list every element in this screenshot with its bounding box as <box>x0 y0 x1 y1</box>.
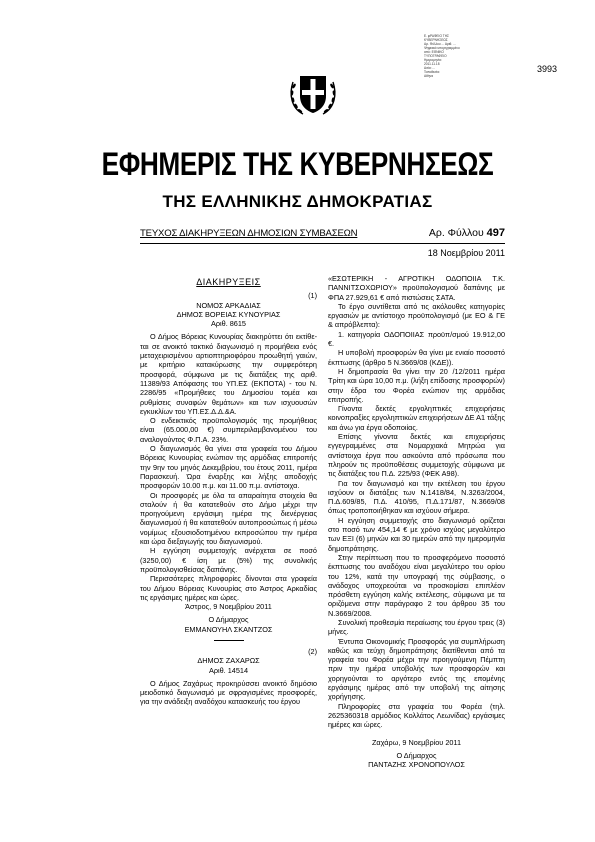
notice-heading: ΔΗΜΟΣ ΒΟΡΕΙΑΣ ΚΥΝΟΥΡΙΑΣ <box>176 309 281 319</box>
paragraph: Για τον διαγωνισμό και την εκτέλεση του έργου ισχύουν οι διατάξεις των Ν.1418/84, Ν.3263/2004, Π.Δ.609/85, Π.Δ. 410/95, Π.Δ.171/87, Ν.3669/08 όπως τροποποιήθηκαν και ισχύουν σήμερα. <box>328 478 505 516</box>
digital-signature-stamp <box>424 34 476 78</box>
stamp-line: Ημερομηνία: <box>424 58 442 62</box>
sheet-number-block <box>429 227 505 239</box>
paragraph: Περισσότερες πληροφορίες δίνονται στα γραφεία του Δήμου Βόρειας Κυνουρίας στο Άστρος Αρκαδίας τις εργάσιμες ημέρες και ώρες. <box>140 574 317 602</box>
stamp-line: 2011.11.18 <box>424 62 440 66</box>
sheet-number: 497 <box>486 227 505 239</box>
paragraph: Στην περίπτωση που το προσφερόμενο ποσοστό έκπτωσης του αναδόχου είναι μεγαλύτερο του ορίου του 12%, κατά την υπογραφή της σύμβασης, ο ανάδοχος υποχρεούται να προσκομίσει επιπλέον πρόσθετη εγγύηση καλής εκτέλεσης, σύμφωνα με τα οριζόμενα στην παράγραφο 2 του άρθρου 35 του Ν.3669/2008. <box>328 552 505 618</box>
paragraph: Οι προσφορές με όλα τα απαραίτητα στοιχεία θα σταλούν ή θα κατατεθούν στο Δήμο μέχρι την προηγούμενη εργάσιμη ημέρα της διενέργειας διαγωνισμού ή θα κατατεθούν αυτοπροσώπως ή μέσω νομίμως εξουσιοδοτημένου εκπροσώπου την ημέρα και ώρα διεξαγωγής του διαγωνισμού. <box>140 490 317 547</box>
sheet-prefix: Αρ. Φύλλου <box>428 227 484 239</box>
issue-row <box>140 228 505 242</box>
paragraph: Συνολική προθεσμία περαίωσης του έργου τρεις (3) μήνες. <box>328 617 505 637</box>
signatory-role: Ο Δήμαρχος <box>396 750 437 760</box>
greek-coat-of-arms-icon <box>285 64 341 120</box>
paragraph: Επίσης γίνοντα δεκτές και επιχειρήσεις εγγεγραμμένες στα Νομαρχιακά Μητρώα για αντίστοιχα έργα που ασκούντα από πρόσωπα που πληρούν τις προϋποθέσεις συμμετοχής σύμφωνα με τις διατάξεις του Π.Δ. 225/93 (ΦΕΚ Α98). <box>328 432 505 479</box>
paragraph: Η δημοπρασία θα γίνει την 20 /12/2011 ημέρα Τρίτη και ώρα 10,00 π.μ. (λήξη επίδοσης προσφορών) στην έδρα του Φορέα ενώπιον της αρμόδιας επιτροπής. <box>328 366 505 404</box>
paragraph: Έντυπα Οικονομικής Προσφοράς για συμπλήρωση καθώς και τεύχη δημοπράτησης διατίθενται από τα γραφεία του Φορέα μέχρι την προηγούμενη Πέμπτη πριν την ημέρα υποβολής των προσφορών και χορηγούνται το αργότερο εντός της επομένης εργάσιμης ημέρας από την υποβολή της αίτησης χορήγησης. <box>328 636 505 702</box>
gazette-subtitle: ΤΗΣ ΕΛΛΗΝΙΚΗΣ ΔΗΜΟΚΡΑΤΙΑΣ <box>162 192 433 211</box>
signatory-name: ΠΑΝΤΑΖΗΣ ΧΡΟΝΟΠΟΥΛΟΣ <box>368 760 465 770</box>
paragraph: Ο διαγωνισμός θα γίνει στα γραφεία του Δήμου Βόρειας Κυνουρίας ενώπιον της αρμόδιας επιτροπής την 9ην του μηνός Δεκεμβρίου, του έτους 2011, ημέρα Παρασκευή. Ώρα έναρξης και λήξης αποδοχής προσφορών 10.00 π.μ. και 11.00 π.μ. αντίστοιχα. <box>140 444 317 491</box>
signature-place-date: Ζαχάρω, 9 Νοεμβρίου 2011 <box>371 737 462 747</box>
paragraph: Η εγγύηση συμμετοχής στο διαγωνισμό ορίζεται στο ποσό των 454,14 € με χρόνο ισχύος μεγαλύτερο των ΕΞΙ (6) μηνών και 30 ημερών από την ημερομηνία δημοπράτησης. <box>328 515 505 553</box>
notice-heading: ΝΟΜΟΣ ΑΡΚΑΔΙΑΣ <box>196 300 261 310</box>
notice-ref: Αριθ. 14514 <box>208 665 249 675</box>
stamp-line: ΚΥΒΕΡΝΗΣΕΩΣ <box>424 38 448 42</box>
notice-ref: Αριθ. 8615 <box>211 319 246 329</box>
signatory-role: Ο Δήμαρχος <box>208 615 249 625</box>
stamp-line: ΤΥΠΟΓΡΑΦΕΙΟ <box>424 54 447 58</box>
paragraph: Ο ενδεικτικός προϋπολογισμός της προμήθειας είναι (65.000,00 €) συμπεριλαμβανομένου του αναλογούντος Φ.Π.Α. 23%. <box>140 416 317 444</box>
paragraph: Το έργο συντίθεται από τις ακόλουθες κατηγορίες εργασιών με αντίστοιχο προϋπολογισμό (με ΕΟ & ΓΕ & απρόβλεπτα): <box>328 301 505 330</box>
notice-heading: ΔΗΜΟΣ ΖΑΧΑΡΩΣ <box>197 656 260 666</box>
stamp-line: Αρ. Φύλλου ... Αριθ. ... <box>424 42 456 46</box>
issue-label: ΤΕΥΧΟΣ ΔΙΑΚΗΡΥΞΕΩΝ ΔΗΜΟΣΙΩΝ ΣΥΜΒΑΣΕΩΝ <box>140 228 358 239</box>
notice-number: (1) <box>308 291 317 301</box>
section-heading: ΔΙΑΚΗΡΥΞΕΙΣ <box>196 277 261 287</box>
paragraph: Ο Δήμος Ζαχάρως προκηρύσσει ανοικτό δημόσιο μειοδοτικό διαγωνισμό με σφραγισμένες προσφορές, για την ανάδειξη αναδόχου κατασκευής του έργου <box>140 678 317 707</box>
stamp-line: Αθήνα <box>424 74 434 78</box>
notice-number: (2) <box>308 646 317 656</box>
stamp-line: Τοποθεσία: <box>424 70 440 74</box>
notice-divider <box>214 640 244 641</box>
right-column <box>328 274 505 769</box>
stamp-line: Αιτία: ... <box>424 66 436 70</box>
paragraph: 1. κατηγορία ΟΔΟΠΟΙΙΑΣ προϋπ/σμού 19.912,00 €. <box>328 329 505 349</box>
stamp-line: Ψηφιακά υπογεγραμμένο <box>424 46 460 50</box>
stamp-line: από: ΕΘΝΙΚΟ <box>424 50 444 54</box>
gazette-title: ΕΦΗΜΕΡΙΣ ΤΗΣ ΚΥΒΕΡΝΗΣΕΩΣ <box>101 146 494 182</box>
left-column <box>140 278 317 707</box>
issue-date: 18 Νοεμβρίου 2011 <box>427 248 505 258</box>
stamp-line: Ε. φΡΑΦΕΙΟ ΤΗΣ <box>424 34 449 38</box>
paragraph: «ΕΣΩΤΕΡΙΚΗ - ΑΓΡΟΤΙΚΗ ΟΔΟΠΟΙΙΑ Τ.Κ. ΠΑΝΝΙΤΣΟΧΩΡΙΟΥ» προϋπολογισμού δαπάνης με ΦΠΑ 27.929,61 € από πιστώσεις ΣΑΤΑ. <box>328 274 505 302</box>
paragraph: Πληροφορίες στα γραφεία του Φορέα (τηλ. 2625360318 αρμόδιος Κολλάτος Λεωνίδας) εργάσιμες ημέρες και ώρες. <box>328 701 505 730</box>
paragraph: Η εγγύηση συμμετοχής ανέρχεται σε ποσό (3250,00) € ίση με (5%) της συνολικής προϋπολογισθείσας δαπάνης. <box>140 546 317 574</box>
paragraph: Ο Δήμος Βόρειας Κυνουρίας διακηρύττει ότι εκτίθε-ται σε ανοικτό τακτικό διαγωνισμό η προμήθεια ενός μεταχειρισμένου αρτιοπτηριοφόρου προωθητή γαιών, με κριτήριο κατακύρωσης την συμφερότερη προσφορά, σύμφωνα με τις διατάξεις της αριθ. 11389/93 Απόφασης του ΥΠ.ΕΣ (ΕΚΠΟΤΑ) - του Ν. 2286/95 «Προμήθειες του Δημοσίου τομέα και ρυθμίσεις συναφών θεμάτων» και των ισχυουσών εγκυκλίων του ΥΠ.ΕΣ.Δ.Δ.&Α. <box>140 332 317 416</box>
header-rule <box>140 243 505 244</box>
paragraph: Γίνοντα δεκτές εργοληπτικές επιχειρήσεις κοινοπραξίες εργοληπτικών επιχειρήσεων ΔΕ Α1 τάξης και άνω για έργα οδοποιίας. <box>328 404 505 432</box>
signature-place-date: Άστρος, 9 Νοεμβρίου 2011 <box>185 602 272 612</box>
paragraph: Η υποβολή προσφορών θα γίνει με ενιαίο ποσοστό έκπτωσης (άρθρο 5 Ν.3669/08 (ΚΔΕ)). <box>328 348 505 367</box>
signatory-name: ΕΜΜΑΝΟΥΗΛ ΣΚΑΝΤΖΟΣ <box>184 624 273 634</box>
page-number: 3993 <box>537 64 558 74</box>
